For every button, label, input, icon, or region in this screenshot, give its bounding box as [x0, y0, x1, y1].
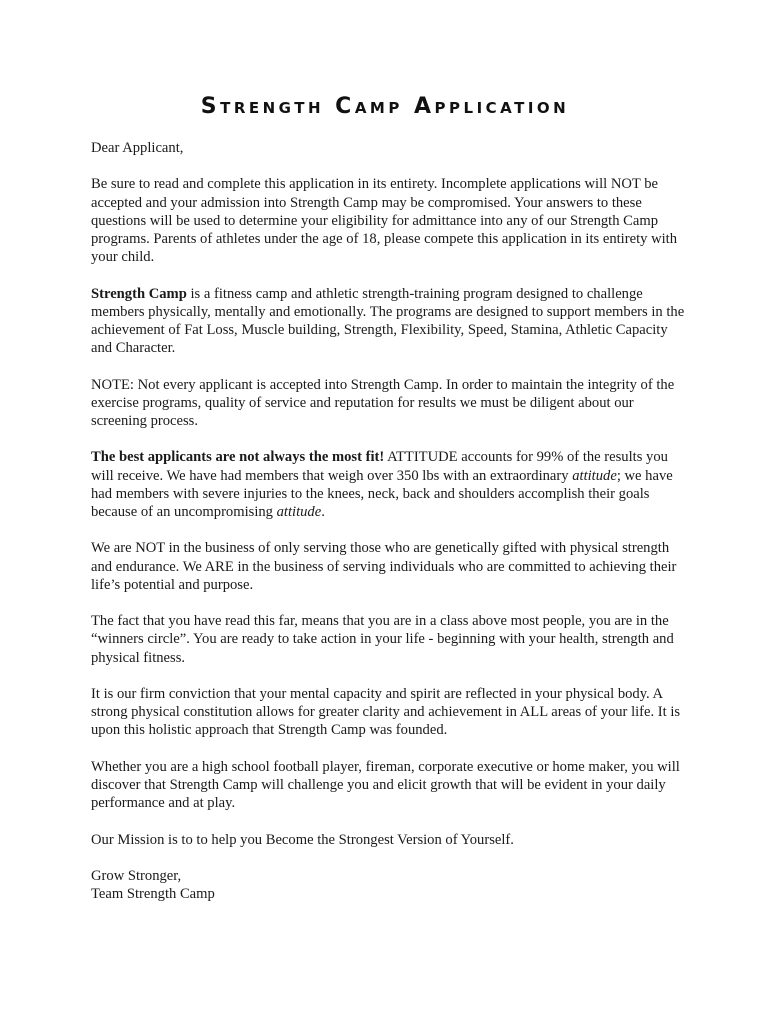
paragraph-winners: The fact that you have read this far, means that you are in a class above most people, you are in the “winners circle”. You are ready to take action in your life - beginning with your health, strength and physical fitness. [91, 613, 674, 666]
letter-body [91, 139, 687, 903]
salutation: Dear Applicant, [91, 140, 184, 156]
paragraph-instructions: Be sure to read and complete this application in its entirety. Incomplete applications will NOT be accepted and your admission into Strength Camp may be compromised. Your answers to these questions will be used to determine your eligibility for admittance into any of our Strength Camp programs. Parents of athletes under the age of 18, please compete this application in its entirety with your child. [91, 176, 678, 266]
paragraph-about-text: is a fitness camp and athletic strength-training program designed to challenge members physically, mentally and emotionally. The programs are designed to support members in the achievement of Fat Loss, Muscle building, Strength, Flexibility, Speed, Stamina, Athletic Capacity and Character. [91, 285, 685, 357]
signature: Team Strength Camp [91, 886, 215, 903]
document-title: Strength Camp Application [200, 94, 570, 119]
attitude-text-a: ATTITUDE accounts for 99% of the results you will receive. We have had members that weigh over 350 lbs with an extraordinary [91, 449, 668, 484]
paragraph-note: NOTE: Not every applicant is accepted into Strength Camp. In order to maintain the integrity of the exercise programs, quality of service and reputation for results we must be diligent about our screening process. [91, 376, 675, 429]
paragraph-business: We are NOT in the business of only serving those who are genetically gifted with physical strength and endurance. We ARE in the business of serving individuals who are committed to achieving their life’s potential and purpose. [91, 540, 677, 593]
italic-attitude-1: attitude [572, 467, 617, 484]
paragraph-conviction: It is our firm conviction that your mental capacity and spirit are reflected in your physical body. A strong physical constitution allows for greater clarity and achievement in ALL areas of your life. It is upon this holistic approach that Strength Camp was founded. [91, 685, 681, 739]
closing: Grow Stronger, [91, 867, 182, 884]
bold-best-applicants: The best applicants are not always the most fit! [91, 449, 385, 466]
paragraph-mission: Our Mission is to to help you Become the Strongest Version of Yourself. [91, 831, 514, 848]
paragraph-whether: Whether you are a high school football player, fireman, corporate executive or home maker, you will discover that Strength Camp will challenge you and elicit growth that will be evident in your daily performance and at play. [91, 758, 680, 812]
italic-attitude-2: attitude [276, 504, 322, 520]
paragraph-attitude [91, 448, 687, 521]
attitude-text-c: . [321, 504, 325, 520]
attitude-text-b: ; we have had members with severe injuries to the knees, neck, back and shoulders accomplish their goals because of an uncompromising [91, 467, 673, 520]
bold-program-name: Strength Camp [91, 285, 187, 302]
paragraph-about [91, 285, 687, 358]
